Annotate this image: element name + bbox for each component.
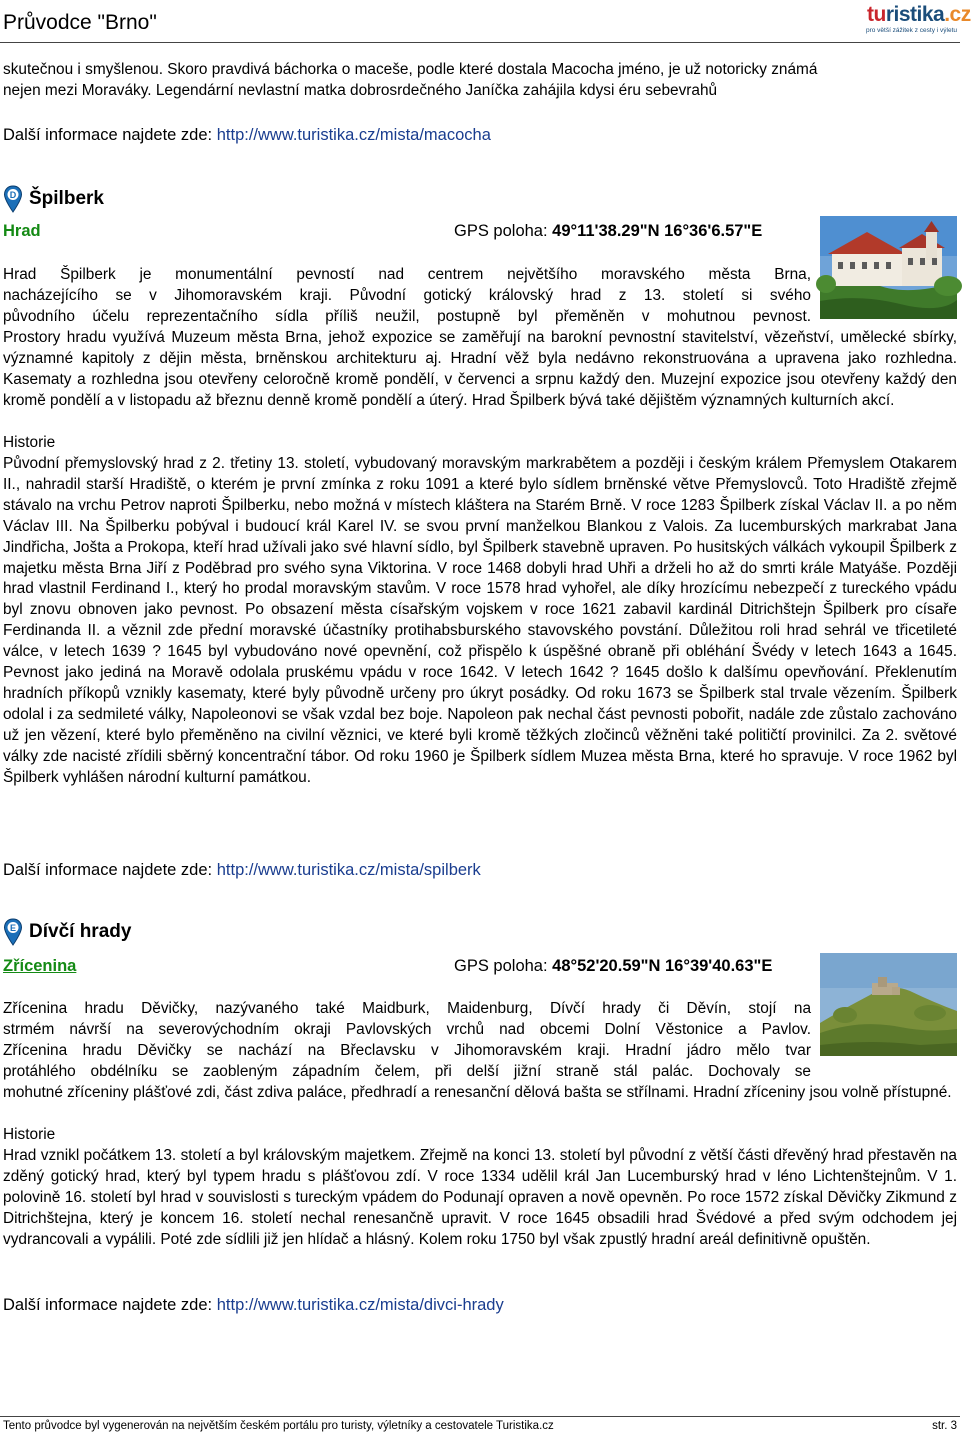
svg-text:D: D: [9, 190, 17, 200]
text-line: skutečnou i smyšlenou. Skoro pravdivá báchorka o maceše, podle které dostala Macocha jméno, je už notoricky známá: [3, 61, 818, 78]
divci-more-info: [3, 1295, 957, 1316]
divci-history: Hrad vznikl počátkem 13. století a byl královským majetkem. Zřejmě na konci 13. století byl původní z větší části dřevěný hrad přestavěn na zděný gotický hrad, který byl typem hradu s plášťovou zdí. V roce 1334 udělil král Jan Lucemburský hrad v léno Lichtenštejnům. V 1. polovině 16. století byl hrad v souvislosti s tureckým vpádem do Podunají opraven a nově opevněn. Po roce 1572 získal Děvičky Zikmund z Ditrichštejna, který je koncem 16. století nechal renesančně upravit. V roce 1645 obsadili hrad Švédové a před svým odchodem jej vydrancovali a vypálili. Poté zde sídlili již jen hlídač a hlásný. Kolem roku 1750 byl však zpustlý hradní areál definitivně opuštěn.: [3, 1147, 957, 1248]
section-header-divci-hrady: [3, 918, 131, 946]
page-header: [0, 0, 971, 44]
footer-text: Tento průvodce byl vygenerován na největším českém portálu pro turisty, výletníky a cestovatele Turistika.cz: [3, 1420, 554, 1432]
place-type: Hrad: [3, 222, 41, 240]
text-line: protáhlého obdélníku se zaobleným západním čelem, při delší jižní straně stál palác. Dochovaly se: [3, 1062, 811, 1080]
page-number: str. 3: [932, 1420, 957, 1432]
gps-value: 49°11'38.29"N 16°36'6.57"E: [552, 222, 763, 240]
header-divider: [0, 42, 960, 43]
divci-hrady-photo: [820, 953, 957, 1056]
gps-label: GPS poloha:: [454, 957, 548, 975]
map-pin-icon: [3, 185, 23, 213]
divci-hrady-link[interactable]: http://www.turistika.cz/mista/divci-hrady: [216, 1296, 504, 1314]
history-heading: Historie: [3, 434, 56, 451]
macocha-more-info: [3, 125, 957, 146]
spilberk-more-info: [3, 860, 957, 881]
gps-location: [454, 221, 762, 242]
turistika-logo[interactable]: turistika.cz pro větší zážitek z cesty i výletu: [865, 3, 971, 34]
macocha-continuation: [3, 60, 957, 102]
divci-description: mohutné zříceniny plášťové zdi, část zdiva paláce, předhradí a renesanční dělová bašta se střílnami. Hradní zříceniny jsou volně přístupné.: [3, 1084, 952, 1101]
macocha-link[interactable]: http://www.turistika.cz/mista/macocha: [216, 126, 491, 144]
text-line: strmém návrší na severovýchodním okraji Pavlovských vrchů nad obcemi Dolní Věstonice a Pavlov.: [3, 1020, 811, 1038]
text-line: Zřícenina hradu Děvičky se nachází na Břeclavsku v Jihomoravském kraji. Hradní jádro mělo tvar: [3, 1041, 811, 1059]
svg-text:E: E: [9, 923, 17, 933]
page-title: Průvodce "Brno": [3, 11, 157, 34]
footer-divider: [0, 1416, 960, 1417]
spilberk-photo: [820, 216, 957, 319]
divci-description-top: [3, 999, 811, 1083]
spilberk-link[interactable]: http://www.turistika.cz/mista/spilberk: [216, 861, 481, 879]
map-pin-icon: [3, 918, 23, 946]
gps-location: [454, 956, 772, 977]
section-header-spilberk: [3, 185, 104, 213]
text-line: nejen mezi Moraváky. Legendární nevlastní matka dobrosrdečného Janíčka zahájila kdysi éru sebevrahů: [3, 81, 718, 99]
spilberk-description-top: [3, 265, 811, 328]
text-line: Zřícenina hradu Děvičky, nazývaného také Maidburk, Maidenburg, Dívčí hrady či Děvín, stojí na: [3, 1000, 811, 1017]
spilberk-description: Prostory hradu využívá Muzeum města Brna, jehož expozice se zaměřují na barokní pevnostní stavitelství, vězeňství, umělecké sbírky, významné kapitoly z dějin města, brněnskou architekturu aj. Hradní věž byla nedávno rekonstruována a upravena jako rozhledna. Kasematy a rozhledna jsou otevřeny celoročně kromě pondělí, v červenci a srpnu každý den. Muzejní expozice jsou otevřeny každý den kromě pondělí a v listopadu až březnu denně kromě pondělí a úterý. Hrad Špilberk bývá také dějištěm významných kulturních akcí.: [3, 329, 957, 409]
gps-value: 48°52'20.59"N 16°39'40.63"E: [552, 957, 773, 975]
section-title: Dívčí hrady: [29, 921, 132, 942]
history-heading: Historie: [3, 1126, 56, 1143]
more-info-label: Další informace najdete zde:: [3, 861, 213, 879]
place-type: Zřícenina: [3, 957, 77, 975]
text-line: původního účelu reprezentačního sídla příliš neužil, postupně byl přeměněn v mohutnou pevnost.: [3, 307, 811, 325]
gps-label: GPS poloha:: [454, 222, 548, 240]
text-line: Hrad Špilberk je monumentální pevností nad centrem největšího moravského města Brna,: [3, 266, 811, 283]
text-line: nacházejícího se v Jihomoravském kraji. Původní gotický královský hrad z 13. století si svého: [3, 286, 811, 304]
more-info-label: Další informace najdete zde:: [3, 126, 213, 144]
section-title: Špilberk: [29, 188, 104, 209]
spilberk-history: Původní přemyslovský hrad z 2. třetiny 13. století, vybudovaný moravským markrabětem a později i českým králem Přemyslem Otakarem II., nahradil starší Hradiště, o kterém je první zmínka z roku 1091 a které bylo sídlem brněnské větve Přemyslovců. Toto Hradiště zřejmě stávalo na vrchu Petrov naproti Špilberku, nebo možná v místech kláštera na Starém Brně. V roce 1283 Špilberk získal Václav II. a po něm Václav III. Na Špilberku pobýval i budoucí král Karel IV. se svou první manželkou Blankou z Valois. Za lucemburských markrabat Jana Jindřicha, Jošta a Prokopa, kteří hrad užívali jako své hlavní sídlo, byl Špilberk stavebně upraven. Po husitských válkách vykoupil Špilberk z majetku města Brna Jiří z Poděbrad pro svého syna Viktorina. V roce 1468 dobyli hrad Uhři a drželi ho až do smrti krále Matyáše. Později hrad vlastnil Ferdinand I., který ho prodal moravským stavům. V roce 1578 hrad vyhořel, ale díky hrozícímu nebezpečí z tureckého vpádu byl znovu obnoven jako pevnost. Po obsazení města císařským vojskem v roce 1621 zabavil kardinál Ditrichštejn Špilberk pro císaře Ferdinanda II. a věznil zde přední moravské účastníky protihabsburského stavovského povstání. Důležitou roli hrad sehrál ve třicetileté válce, v letech 1639 ? 1645 byl vybudováno nové opevnění, což přispělo k úspěšné obraně při obléhání Švédy v letech 1643 a 1645. Pevnost jako jediná na Moravě odolala pruskému vpádu v roce 1642. V letech 1642 ? 1645 došlo k dalšímu opevňování. Překlenutím hradních příkopů vznikly kasematy, které byly původně určeny pro úkryt posádky. Od roku 1673 se Špilberk stal trvale vězením. Špilberk odolal i za sedmileté války, Napoleonovi se však vzdal bez boje. Napoleon pak nechal část pevnosti pobořit, nadále zde zůstalo zachováno už jen vězení, které bylo přeměněno na civilní věznici, ve které byli kromě těžkých zločinců věžněni také političtí provinilci. Za 2. světové války zde nacisté zřídili sběrný koncentrační tábor. Od roku 1960 je Špilberk sídlem Muzea města Brna, které ho spravuje. V roce 1962 byl Špilberk vyhlášen národní kulturní památkou.: [3, 455, 957, 786]
logo-tagline: pro větší zážitek z cesty i výletu: [865, 27, 957, 34]
more-info-label: Další informace najdete zde:: [3, 1296, 213, 1314]
